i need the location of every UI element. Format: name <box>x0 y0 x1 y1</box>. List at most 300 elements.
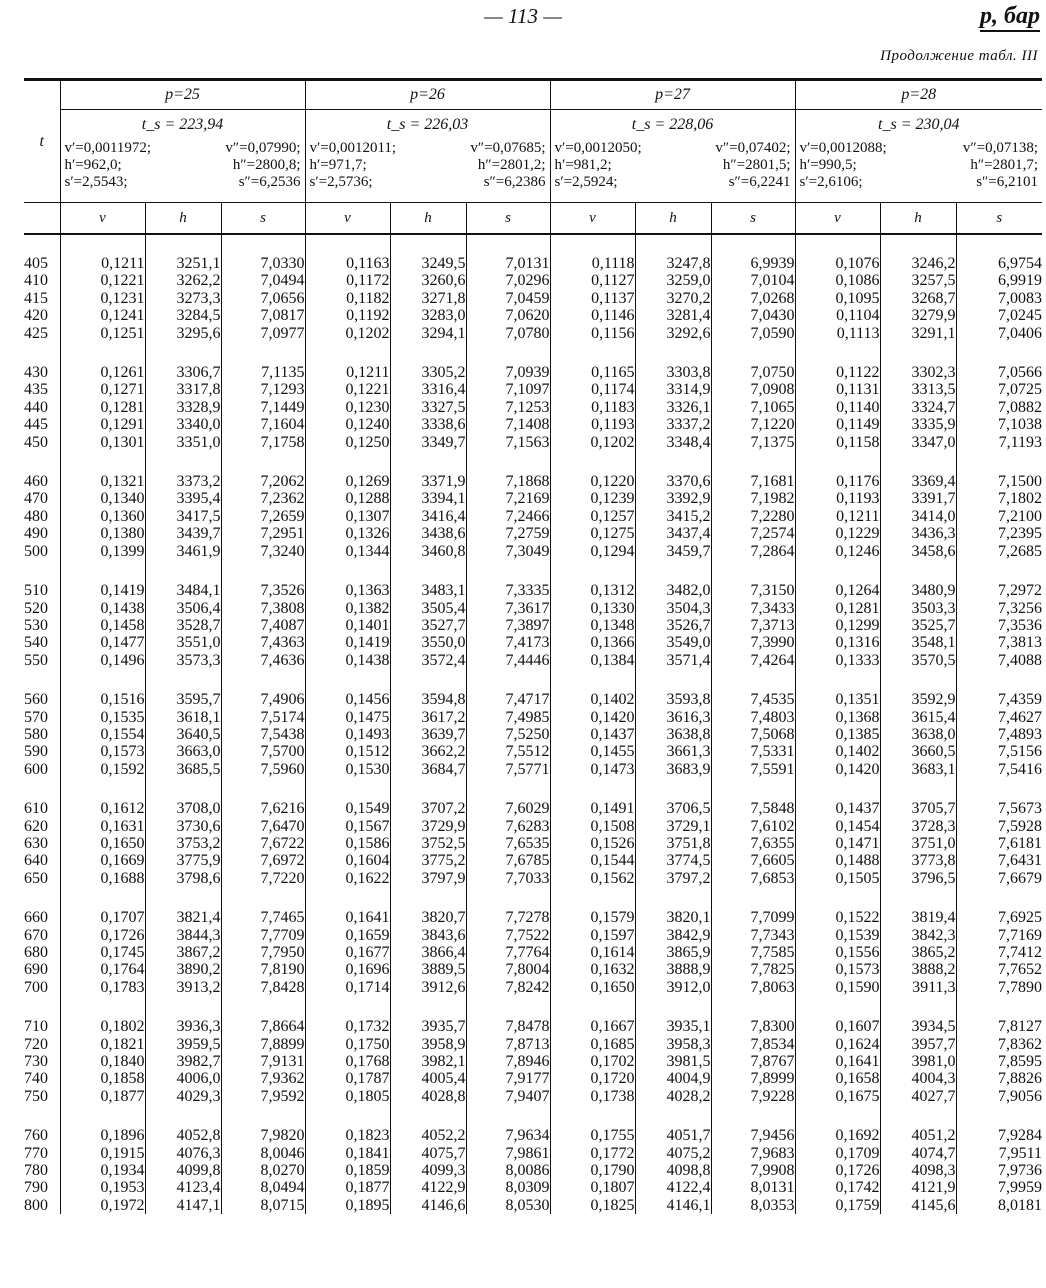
table-row <box>24 525 1042 542</box>
h-value-cell: 3281,4 <box>635 307 711 324</box>
page-number: — 113 — <box>484 4 562 28</box>
s-value-cell: 7,6605 <box>711 852 795 869</box>
h-value-cell: 3615,4 <box>880 709 956 726</box>
saturation-line <box>551 157 795 174</box>
v-value-cell: 0,1076 <box>795 255 880 272</box>
v-value-cell: 0,1477 <box>60 634 145 651</box>
v-value-cell: 0,1802 <box>60 1018 145 1035</box>
s-value-cell: 7,9456 <box>711 1127 795 1144</box>
s-value-cell: 7,4803 <box>711 709 795 726</box>
v-value-cell: 0,1650 <box>60 835 145 852</box>
saturation-value: s′=2,5924; <box>554 174 618 190</box>
h-value-cell: 3912,0 <box>635 979 711 996</box>
h-value-cell: 3548,1 <box>880 634 956 651</box>
h-value-cell: 4028,8 <box>390 1088 466 1105</box>
saturation-line <box>306 157 550 174</box>
saturation-value: v′=0,0012011; <box>309 140 397 156</box>
temperature-cell: 670 <box>24 926 48 944</box>
v-value-cell: 0,1281 <box>795 600 880 617</box>
h-value-cell: 3251,1 <box>145 255 221 272</box>
v-value-cell: 0,1294 <box>550 543 635 560</box>
s-value-cell: 7,3617 <box>466 600 550 617</box>
v-value-cell: 0,1363 <box>305 582 390 599</box>
s-value-cell: 7,8242 <box>466 979 550 996</box>
t-column-subheader <box>24 203 60 235</box>
temperature-cell: 750 <box>24 1087 48 1105</box>
s-value-cell: 7,0750 <box>711 364 795 381</box>
s-value-cell: 7,1408 <box>466 416 550 433</box>
v-value-cell: 0,1437 <box>550 726 635 743</box>
table-row <box>24 979 1042 996</box>
v-value-cell: 0,1330 <box>550 600 635 617</box>
v-value-cell: 0,1380 <box>60 525 145 542</box>
h-value-cell: 3616,3 <box>635 709 711 726</box>
h-column-header: h <box>635 203 711 235</box>
v-value-cell: 0,1312 <box>550 582 635 599</box>
h-value-cell: 3640,5 <box>145 726 221 743</box>
v-value-cell: 0,1641 <box>795 1053 880 1070</box>
v-value-cell: 0,1231 <box>60 290 145 307</box>
v-value-cell: 0,1475 <box>305 709 390 726</box>
s-value-cell: 7,0656 <box>221 290 305 307</box>
h-value-cell: 3844,3 <box>145 927 221 944</box>
temperature-cell: 790 <box>24 1179 48 1197</box>
table-row <box>24 634 1042 651</box>
s-value-cell: 7,0459 <box>466 290 550 307</box>
h-value-cell: 4005,4 <box>390 1070 466 1087</box>
h-value-cell: 3843,6 <box>390 927 466 944</box>
h-value-cell: 4006,0 <box>145 1070 221 1087</box>
h-value-cell: 3638,8 <box>635 726 711 743</box>
v-value-cell: 0,1858 <box>60 1070 145 1087</box>
h-value-cell: 3526,7 <box>635 617 711 634</box>
v-value-cell: 0,1821 <box>60 1036 145 1053</box>
saturation-properties <box>550 140 795 203</box>
h-value-cell: 3595,7 <box>145 691 221 708</box>
s-value-cell: 7,8190 <box>221 961 305 978</box>
s-value-cell: 7,7585 <box>711 944 795 961</box>
v-value-cell: 0,1344 <box>305 543 390 560</box>
temperature-cell: 630 <box>24 834 48 852</box>
s-value-cell: 7,5591 <box>711 761 795 778</box>
v-value-cell: 0,1149 <box>795 416 880 433</box>
v-value-cell: 0,1271 <box>60 381 145 398</box>
h-value-cell: 3416,4 <box>390 508 466 525</box>
h-value-cell: 3638,0 <box>880 726 956 743</box>
v-value-cell: 0,1764 <box>60 961 145 978</box>
v-value-cell: 0,1137 <box>550 290 635 307</box>
saturation-temperature: t_s = 228,06 <box>550 110 795 141</box>
v-value-cell: 0,1113 <box>795 325 880 342</box>
h-value-cell: 3913,2 <box>145 979 221 996</box>
s-value-cell: 7,9284 <box>956 1127 1042 1144</box>
s-value-cell: 8,0046 <box>221 1145 305 1162</box>
s-value-cell: 7,5068 <box>711 726 795 743</box>
table-row <box>24 272 1042 289</box>
temperature-cell: 610 <box>24 800 48 818</box>
v-value-cell: 0,1790 <box>550 1162 635 1179</box>
s-value-cell: 6,9919 <box>956 272 1042 289</box>
v-value-cell: 0,1726 <box>795 1162 880 1179</box>
table-row <box>24 1088 1042 1105</box>
v-value-cell: 0,1573 <box>795 961 880 978</box>
h-value-cell: 3291,1 <box>880 325 956 342</box>
v-value-cell: 0,1707 <box>60 909 145 926</box>
v-value-cell: 0,1281 <box>60 399 145 416</box>
s-value-cell: 7,4893 <box>956 726 1042 743</box>
s-value-cell: 7,1868 <box>466 473 550 490</box>
v-value-cell: 0,1299 <box>795 617 880 634</box>
v-value-cell: 0,1131 <box>795 381 880 398</box>
h-value-cell: 3305,2 <box>390 364 466 381</box>
s-value-cell: 7,9959 <box>956 1179 1042 1196</box>
table-row <box>24 870 1042 887</box>
h-value-cell: 3775,9 <box>145 852 221 869</box>
s-value-cell: 7,9362 <box>221 1070 305 1087</box>
h-value-cell: 3936,3 <box>145 1018 221 1035</box>
temperature-cell: 760 <box>24 1127 48 1145</box>
temperature-cell: 435 <box>24 381 48 399</box>
h-value-cell: 3316,4 <box>390 381 466 398</box>
h-value-cell: 3728,3 <box>880 818 956 835</box>
v-value-cell: 0,1877 <box>60 1088 145 1105</box>
saturation-value: v′=0,0012088; <box>799 140 887 156</box>
h-value-cell: 3313,5 <box>880 381 956 398</box>
h-value-cell: 3370,6 <box>635 473 711 490</box>
h-value-cell: 3751,0 <box>880 835 956 852</box>
v-value-cell: 0,1158 <box>795 434 880 451</box>
s-value-cell: 7,7412 <box>956 944 1042 961</box>
v-value-cell: 0,1823 <box>305 1127 390 1144</box>
v-value-cell: 0,1437 <box>795 800 880 817</box>
s-value-cell: 7,9634 <box>466 1127 550 1144</box>
v-value-cell: 0,1246 <box>795 543 880 560</box>
s-value-cell: 7,2659 <box>221 508 305 525</box>
s-value-cell: 7,7522 <box>466 927 550 944</box>
v-value-cell: 0,1211 <box>305 364 390 381</box>
v-value-cell: 0,1877 <box>305 1179 390 1196</box>
s-value-cell: 7,0590 <box>711 325 795 342</box>
v-value-cell: 0,1211 <box>60 255 145 272</box>
h-value-cell: 3751,8 <box>635 835 711 852</box>
table-row <box>24 1197 1042 1214</box>
s-value-cell: 7,4264 <box>711 652 795 669</box>
h-value-cell: 3257,5 <box>880 272 956 289</box>
v-value-cell: 0,1419 <box>305 634 390 651</box>
h-value-cell: 3260,6 <box>390 272 466 289</box>
v-value-cell: 0,1221 <box>305 381 390 398</box>
s-value-cell: 7,1038 <box>956 416 1042 433</box>
table-row <box>24 543 1042 560</box>
v-value-cell: 0,1202 <box>305 325 390 342</box>
v-value-cell: 0,1382 <box>305 600 390 617</box>
v-value-cell: 0,1104 <box>795 307 880 324</box>
h-value-cell: 3415,2 <box>635 508 711 525</box>
temperature-cell: 700 <box>24 978 48 996</box>
v-value-cell: 0,1632 <box>550 961 635 978</box>
v-value-cell: 0,1592 <box>60 761 145 778</box>
h-value-cell: 3506,4 <box>145 600 221 617</box>
temperature-cell: 470 <box>24 490 48 508</box>
v-value-cell: 0,1554 <box>60 726 145 743</box>
v-value-cell: 0,1269 <box>305 473 390 490</box>
table-row <box>24 364 1042 381</box>
s-value-cell: 7,7099 <box>711 909 795 926</box>
v-value-cell: 0,1702 <box>550 1053 635 1070</box>
table-row <box>24 1018 1042 1035</box>
v-value-cell: 0,1250 <box>305 434 390 451</box>
table-row <box>24 709 1042 726</box>
s-column-header: s <box>711 203 795 235</box>
s-value-cell: 7,7709 <box>221 927 305 944</box>
temperature-cell: 460 <box>24 473 48 491</box>
s-value-cell: 7,7890 <box>956 979 1042 996</box>
s-value-cell: 7,1982 <box>711 490 795 507</box>
h-value-cell: 3798,6 <box>145 870 221 887</box>
v-value-cell: 0,1840 <box>60 1053 145 1070</box>
s-value-cell: 7,2280 <box>711 508 795 525</box>
s-value-cell: 7,5771 <box>466 761 550 778</box>
h-value-cell: 3842,3 <box>880 927 956 944</box>
table-row <box>24 835 1042 852</box>
v-value-cell: 0,1755 <box>550 1127 635 1144</box>
table-row <box>24 909 1042 926</box>
h-value-cell: 3865,2 <box>880 944 956 961</box>
v-value-cell: 0,1176 <box>795 473 880 490</box>
saturation-value: h″=2801,7; <box>970 157 1038 173</box>
saturation-value: s″=6,2386 <box>483 174 546 190</box>
table-row <box>24 381 1042 398</box>
s-value-cell: 7,6972 <box>221 852 305 869</box>
s-value-cell: 7,2759 <box>466 525 550 542</box>
table-row <box>24 1179 1042 1196</box>
table-row <box>24 617 1042 634</box>
v-value-cell: 0,1419 <box>60 582 145 599</box>
s-value-cell: 7,3335 <box>466 582 550 599</box>
s-value-cell: 7,0494 <box>221 272 305 289</box>
temperature-cell: 710 <box>24 1018 48 1036</box>
s-value-cell: 7,9820 <box>221 1127 305 1144</box>
v-value-cell: 0,1590 <box>795 979 880 996</box>
s-value-cell: 7,2951 <box>221 525 305 542</box>
table-row <box>24 290 1042 307</box>
s-value-cell: 7,7278 <box>466 909 550 926</box>
v-value-cell: 0,1182 <box>305 290 390 307</box>
h-value-cell: 3461,9 <box>145 543 221 560</box>
v-value-cell: 0,1742 <box>795 1179 880 1196</box>
v-value-cell: 0,1768 <box>305 1053 390 1070</box>
table-row <box>24 726 1042 743</box>
h-value-cell: 3328,9 <box>145 399 221 416</box>
h-value-cell: 3982,1 <box>390 1053 466 1070</box>
v-value-cell: 0,1261 <box>60 364 145 381</box>
v-value-cell: 0,1402 <box>795 743 880 760</box>
s-value-cell: 7,6853 <box>711 870 795 887</box>
s-value-cell: 7,5960 <box>221 761 305 778</box>
v-value-cell: 0,1220 <box>550 473 635 490</box>
s-value-cell: 7,8713 <box>466 1036 550 1053</box>
h-value-cell: 3572,4 <box>390 652 466 669</box>
v-value-cell: 0,1732 <box>305 1018 390 1035</box>
v-value-cell: 0,1454 <box>795 818 880 835</box>
s-value-cell: 6,9939 <box>711 255 795 272</box>
s-value-cell: 7,6216 <box>221 800 305 817</box>
h-value-cell: 4004,9 <box>635 1070 711 1087</box>
s-value-cell: 7,7825 <box>711 961 795 978</box>
v-value-cell: 0,1172 <box>305 272 390 289</box>
v-value-cell: 0,1471 <box>795 835 880 852</box>
temperature-cell: 650 <box>24 869 48 887</box>
saturation-value: h′=981,2; <box>554 157 612 173</box>
table-row <box>24 852 1042 869</box>
h-value-cell: 3373,2 <box>145 473 221 490</box>
v-value-cell: 0,1692 <box>795 1127 880 1144</box>
v-value-cell: 0,1473 <box>550 761 635 778</box>
s-value-cell: 7,1193 <box>956 434 1042 451</box>
h-value-cell: 3958,3 <box>635 1036 711 1053</box>
h-value-cell: 3279,9 <box>880 307 956 324</box>
s-value-cell: 7,2864 <box>711 543 795 560</box>
s-value-cell: 7,6283 <box>466 818 550 835</box>
v-value-cell: 0,1539 <box>795 927 880 944</box>
temperature-cell: 480 <box>24 507 48 525</box>
v-value-cell: 0,1841 <box>305 1145 390 1162</box>
v-value-cell: 0,1402 <box>550 691 635 708</box>
table-row <box>24 1145 1042 1162</box>
s-value-cell: 7,5250 <box>466 726 550 743</box>
s-value-cell: 8,0131 <box>711 1179 795 1196</box>
h-value-cell: 4028,2 <box>635 1088 711 1105</box>
h-value-cell: 4074,7 <box>880 1145 956 1162</box>
h-value-cell: 3249,5 <box>390 255 466 272</box>
saturation-value: v″=0,07990; <box>225 140 301 156</box>
saturation-line <box>61 157 305 174</box>
table-row <box>24 416 1042 433</box>
table-row <box>24 1053 1042 1070</box>
v-value-cell: 0,1307 <box>305 508 390 525</box>
s-value-cell: 7,6925 <box>956 909 1042 926</box>
h-value-cell: 3459,7 <box>635 543 711 560</box>
s-value-cell: 7,8478 <box>466 1018 550 1035</box>
v-value-cell: 0,1340 <box>60 490 145 507</box>
v-value-cell: 0,1127 <box>550 272 635 289</box>
h-value-cell: 3525,7 <box>880 617 956 634</box>
s-value-cell: 7,1758 <box>221 434 305 451</box>
s-value-cell: 7,3536 <box>956 617 1042 634</box>
v-value-cell: 0,1505 <box>795 870 880 887</box>
v-column-header: v <box>550 203 635 235</box>
h-value-cell: 3414,0 <box>880 508 956 525</box>
v-column-header: v <box>795 203 880 235</box>
h-value-cell: 3889,5 <box>390 961 466 978</box>
v-value-cell: 0,1291 <box>60 416 145 433</box>
s-value-cell: 7,6470 <box>221 818 305 835</box>
saturation-value: h″=2800,8; <box>232 157 301 173</box>
saturation-line <box>61 140 305 157</box>
v-value-cell: 0,1192 <box>305 307 390 324</box>
v-value-cell: 0,1714 <box>305 979 390 996</box>
h-value-cell: 4123,4 <box>145 1179 221 1196</box>
h-value-cell: 4122,9 <box>390 1179 466 1196</box>
h-value-cell: 3842,9 <box>635 927 711 944</box>
v-value-cell: 0,1174 <box>550 381 635 398</box>
s-value-cell: 7,8428 <box>221 979 305 996</box>
s-value-cell: 7,6535 <box>466 835 550 852</box>
h-value-cell: 3335,9 <box>880 416 956 433</box>
v-value-cell: 0,1438 <box>60 600 145 617</box>
s-value-cell: 7,5331 <box>711 743 795 760</box>
s-value-cell: 6,9754 <box>956 255 1042 272</box>
v-value-cell: 0,1669 <box>60 852 145 869</box>
s-value-cell: 7,1802 <box>956 490 1042 507</box>
s-value-cell: 7,3808 <box>221 600 305 617</box>
v-value-cell: 0,1118 <box>550 255 635 272</box>
h-value-cell: 4076,3 <box>145 1145 221 1162</box>
saturation-value: s′=2,6106; <box>799 174 863 190</box>
h-value-cell: 3340,0 <box>145 416 221 433</box>
h-value-cell: 3438,6 <box>390 525 466 542</box>
s-value-cell: 7,8946 <box>466 1053 550 1070</box>
s-value-cell: 7,9683 <box>711 1145 795 1162</box>
h-value-cell: 4052,8 <box>145 1127 221 1144</box>
v-value-cell: 0,1493 <box>305 726 390 743</box>
v-value-cell: 0,1420 <box>550 709 635 726</box>
table-continuation-caption: Продолжение табл. III <box>880 48 1038 64</box>
h-column-header: h <box>145 203 221 235</box>
v-value-cell: 0,1562 <box>550 870 635 887</box>
v-value-cell: 0,1351 <box>795 691 880 708</box>
s-value-cell: 7,1375 <box>711 434 795 451</box>
v-value-cell: 0,1544 <box>550 852 635 869</box>
h-value-cell: 3504,3 <box>635 600 711 617</box>
temperature-cell: 660 <box>24 909 48 927</box>
v-value-cell: 0,1953 <box>60 1179 145 1196</box>
s-value-cell: 7,2362 <box>221 490 305 507</box>
table-row <box>24 800 1042 817</box>
h-value-cell: 3349,7 <box>390 434 466 451</box>
h-value-cell: 3617,2 <box>390 709 466 726</box>
h-value-cell: 3708,0 <box>145 800 221 817</box>
v-value-cell: 0,1095 <box>795 290 880 307</box>
h-value-cell: 3594,8 <box>390 691 466 708</box>
s-value-cell: 7,6431 <box>956 852 1042 869</box>
h-value-cell: 3729,9 <box>390 818 466 835</box>
v-value-cell: 0,1535 <box>60 709 145 726</box>
table-row <box>24 255 1042 272</box>
temperature-cell: 510 <box>24 582 48 600</box>
s-value-cell: 7,8362 <box>956 1036 1042 1053</box>
s-value-cell: 7,1449 <box>221 399 305 416</box>
s-value-cell: 7,8664 <box>221 1018 305 1035</box>
temperature-cell: 550 <box>24 651 48 669</box>
h-value-cell: 3317,8 <box>145 381 221 398</box>
v-value-cell: 0,1915 <box>60 1145 145 1162</box>
s-value-cell: 7,6679 <box>956 870 1042 887</box>
table-row <box>24 691 1042 708</box>
s-value-cell: 7,3433 <box>711 600 795 617</box>
v-value-cell: 0,1685 <box>550 1036 635 1053</box>
h-value-cell: 3685,5 <box>145 761 221 778</box>
saturation-value: v″=0,07138; <box>962 140 1038 156</box>
h-value-cell: 3247,8 <box>635 255 711 272</box>
temperature-cell: 570 <box>24 708 48 726</box>
pressure-header: p=25 <box>60 81 305 110</box>
s-value-cell: 7,4636 <box>221 652 305 669</box>
s-value-cell: 7,6722 <box>221 835 305 852</box>
h-value-cell: 3480,9 <box>880 582 956 599</box>
s-value-cell: 7,0104 <box>711 272 795 289</box>
v-value-cell: 0,1368 <box>795 709 880 726</box>
